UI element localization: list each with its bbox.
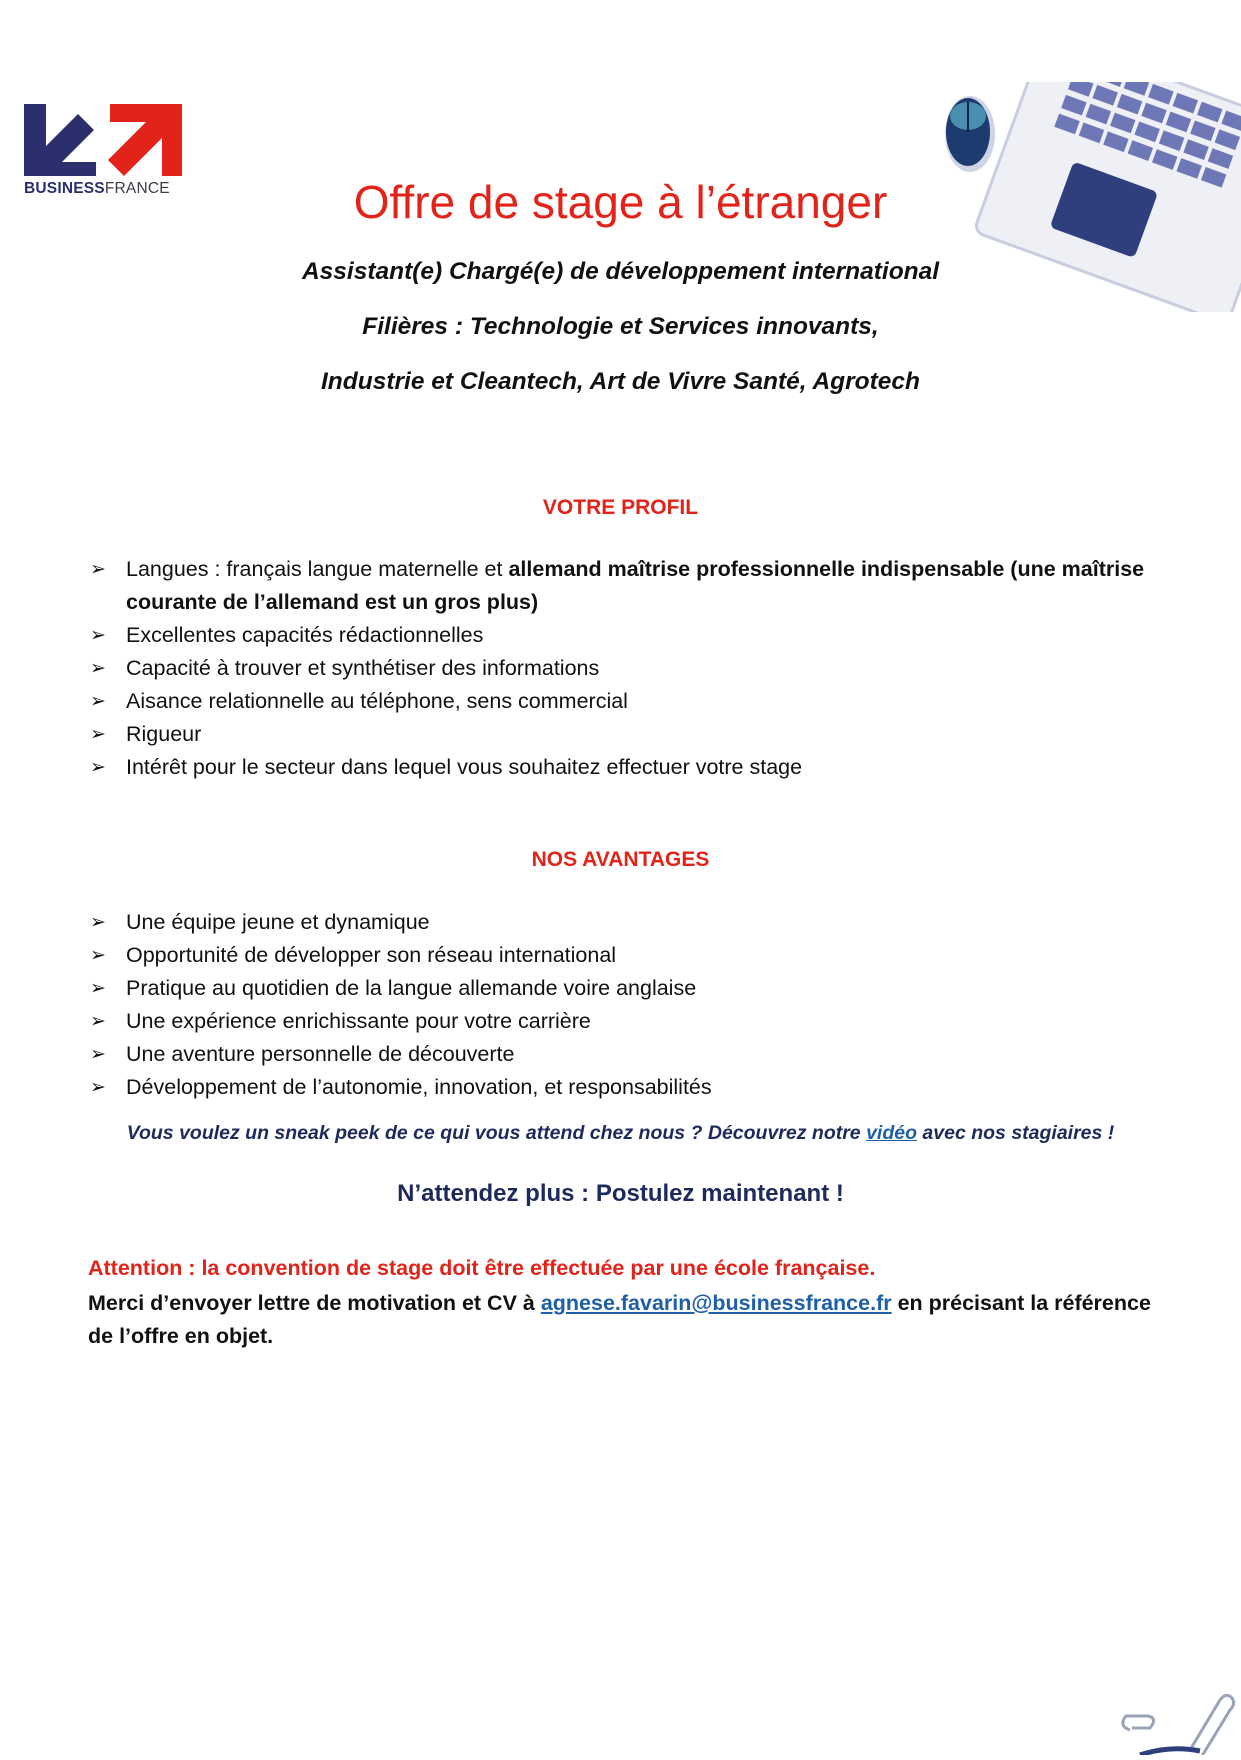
list-item: ➢ Une aventure personnelle de découverte — [88, 1038, 1158, 1071]
logo-arrows-icon — [24, 104, 182, 176]
arrow-bullet-icon: ➢ — [90, 978, 106, 999]
arrow-bullet-icon: ➢ — [90, 559, 106, 580]
section-title-profil: VOTRE PROFIL — [542, 496, 699, 519]
list-item: ➢ Pratique au quotidien de la langue allemande voire anglaise — [88, 972, 1158, 1005]
section-title-avantages: NOS AVANTAGES — [531, 848, 710, 871]
paperclip-icon — [1123, 1695, 1234, 1755]
video-link[interactable]: vidéo — [866, 1122, 918, 1144]
list-item: ➢ Aisance relationnelle au téléphone, sens commercial — [88, 685, 1158, 718]
list-item: ➢ Opportunité de développer son réseau international — [88, 939, 1158, 972]
sectors-line-1: Filières : Technologie et Services innovants, — [362, 313, 879, 340]
application-instructions: Merci d’envoyer lettre de motivation et CV à agnese.favarin@businessfrance.fr en précisant la référence de l’offre en objet. — [88, 1291, 1151, 1348]
arrow-bullet-icon: ➢ — [90, 658, 106, 679]
list-item: ➢ Développement de l’autonomie, innovation, et responsabilités — [88, 1071, 1158, 1104]
list-item: ➢ Une expérience enrichissante pour votre carrière — [88, 1005, 1158, 1038]
list-item: ➢ Capacité à trouver et synthétiser des informations — [88, 652, 1158, 685]
arrow-bullet-icon: ➢ — [90, 724, 106, 745]
arrow-bullet-icon: ➢ — [90, 625, 106, 646]
profil-list — [88, 553, 1158, 784]
page-title: Offre de stage à l’étranger — [353, 176, 888, 228]
mouse-icon — [945, 96, 995, 172]
job-title: Assistant(e) Chargé(e) de développement international — [301, 258, 940, 285]
arrow-bullet-icon: ➢ — [90, 1044, 106, 1065]
arrow-bullet-icon: ➢ — [90, 1077, 106, 1098]
list-item: ➢ Excellentes capacités rédactionnelles — [88, 619, 1158, 652]
arrow-bullet-icon: ➢ — [90, 1011, 106, 1032]
list-item: ➢ Une équipe jeune et dynamique — [88, 906, 1158, 939]
paperclips-illustration — [1110, 1680, 1241, 1755]
sectors-line-2: Industrie et Cleantech, Art de Vivre Santé, Agrotech — [320, 368, 921, 395]
arrow-bullet-icon: ➢ — [90, 757, 106, 778]
email-link[interactable]: agnese.favarin@businessfrance.fr — [540, 1291, 892, 1315]
video-teaser: Vous voulez un sneak peek de ce qui vous attend chez nous ? Découvrez notre vidéo avec nos stagiaires ! — [126, 1122, 1115, 1144]
arrow-bullet-icon: ➢ — [90, 691, 106, 712]
call-to-action: N’attendez plus : Postulez maintenant ! — [397, 1180, 844, 1207]
logo-text: BUSINESSFRANCE — [24, 180, 170, 197]
attention-note: Attention : la convention de stage doit être effectuée par une école française. — [88, 1256, 876, 1280]
list-item: ➢ Langues : français langue maternelle et allemand maîtrise professionnelle indispensable (une maîtrise courante de l’allemand est un gros plus) — [88, 553, 1158, 619]
arrow-bullet-icon: ➢ — [90, 945, 106, 966]
arrow-bullet-icon: ➢ — [90, 912, 106, 933]
list-item: ➢ Intérêt pour le secteur dans lequel vous souhaitez effectuer votre stage — [88, 751, 1158, 784]
list-item: ➢ Rigueur — [88, 718, 1158, 751]
avantages-list — [88, 906, 1158, 1104]
